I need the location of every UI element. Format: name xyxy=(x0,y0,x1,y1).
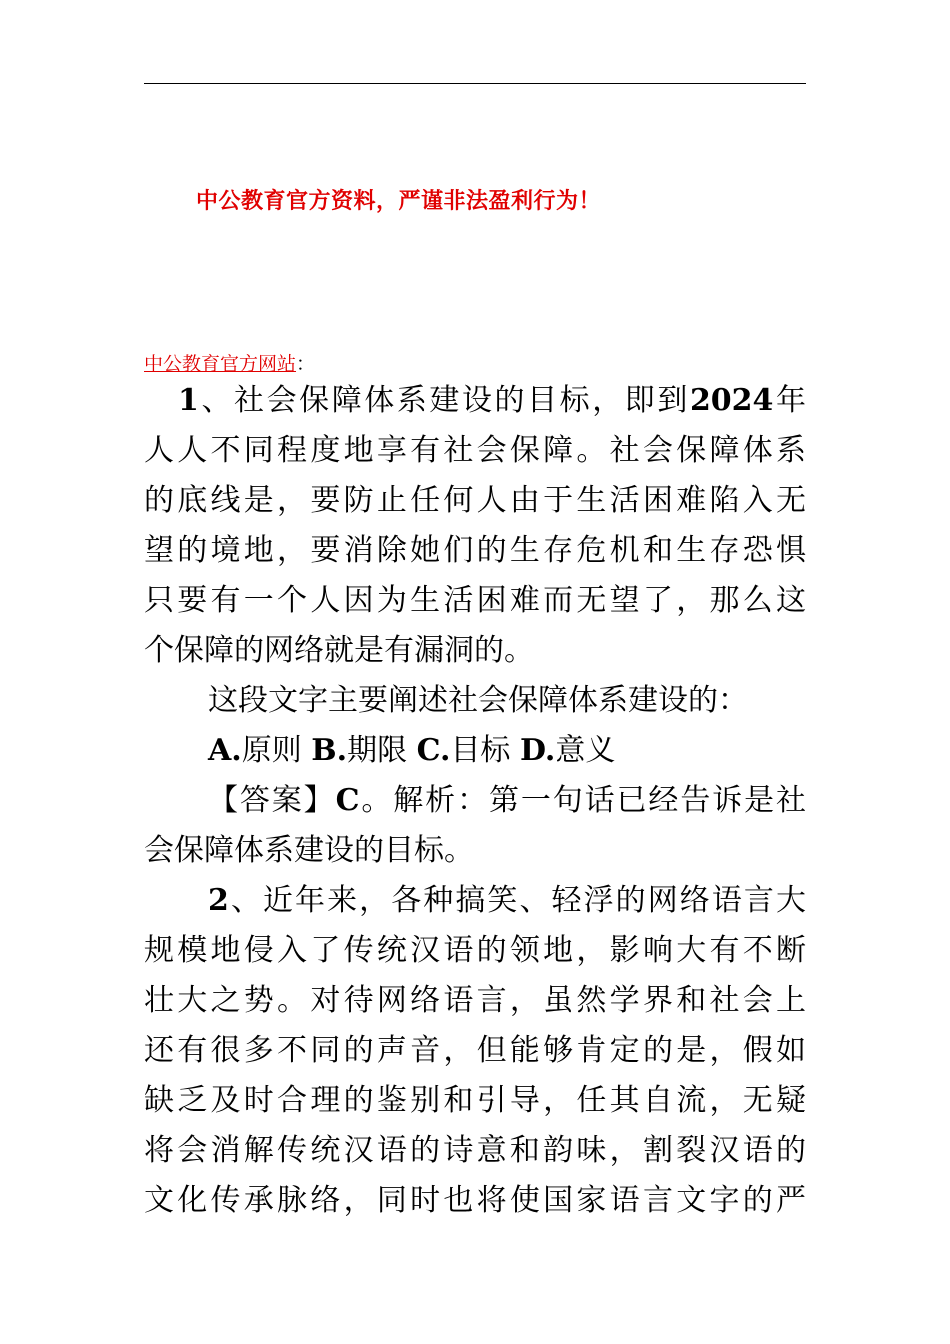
option-b-letter: B. xyxy=(311,733,348,768)
q1-answer-line-1 xyxy=(144,776,806,826)
q1-question: 这段文字主要阐述社会保障体系建设的： xyxy=(208,683,748,718)
q2-line-3: 壮大之势。对待网络语言，虽然学界和社会上 xyxy=(144,983,806,1018)
option-c-text: 目标 xyxy=(450,733,511,768)
q1-line-5: 只要有一个人因为生活困难而无望了，那么这 xyxy=(144,583,806,618)
copyright-notice: 中公教育官方资料，严谨非法盈利行为！ xyxy=(196,188,602,214)
q1-line-3: 的底线是，要防止任何人由于生活困难陷入无 xyxy=(144,483,806,518)
answer-explanation: 。解析：第一句话已经告诉是社 xyxy=(359,783,806,818)
q2-line-5: 缺乏及时合理的鉴别和引导，任其自流，无疑 xyxy=(144,1083,806,1118)
option-c-letter: C. xyxy=(416,733,451,768)
option-d-text: 意义 xyxy=(555,733,616,768)
q2-line-6: 将会消解传统汉语的诗意和韵味，割裂汉语的 xyxy=(144,1133,806,1168)
q2-number: 2 xyxy=(208,883,229,918)
header-rule xyxy=(144,83,806,84)
q1-options xyxy=(144,726,806,776)
q1-year: 2024 xyxy=(689,383,774,418)
document-body xyxy=(144,376,806,1226)
answer-letter: C xyxy=(335,783,360,818)
q1-line-2: 人人不同程度地享有社会保障。社会保障体系 xyxy=(144,433,806,468)
option-a-letter: A. xyxy=(208,733,242,768)
option-d-letter: D. xyxy=(519,733,556,768)
official-site-line xyxy=(144,349,315,376)
answer-bracket: 【答案】 xyxy=(208,783,336,818)
q1-line-4: 望的境地，要消除她们的生存危机和生存恐惧 xyxy=(144,533,806,568)
option-b-text: 期限 xyxy=(347,733,408,768)
q1-line-6: 个保障的网络就是有漏洞的。 xyxy=(144,633,534,668)
q1-answer-line-2: 会保障体系建设的目标。 xyxy=(144,833,474,868)
q1-line-1: 1、社会保障体系建设的目标，即到2024年 xyxy=(178,383,806,418)
q1-number: 1 xyxy=(178,383,199,418)
q2-line-4: 还有很多不同的声音，但能够肯定的是，假如 xyxy=(144,1033,806,1068)
official-site-colon: ： xyxy=(296,353,316,375)
q2-line-1: 2、近年来，各种搞笑、轻浮的网络语言大 xyxy=(208,883,806,918)
official-site-link[interactable]: 中公教育官方网站 xyxy=(144,353,297,375)
option-a-text: 原则 xyxy=(241,733,302,768)
q2-line-7: 文化传承脉络，同时也将使国家语言文字的严 xyxy=(144,1183,806,1218)
q2-line-2: 规模地侵入了传统汉语的领地，影响大有不断 xyxy=(144,933,806,968)
